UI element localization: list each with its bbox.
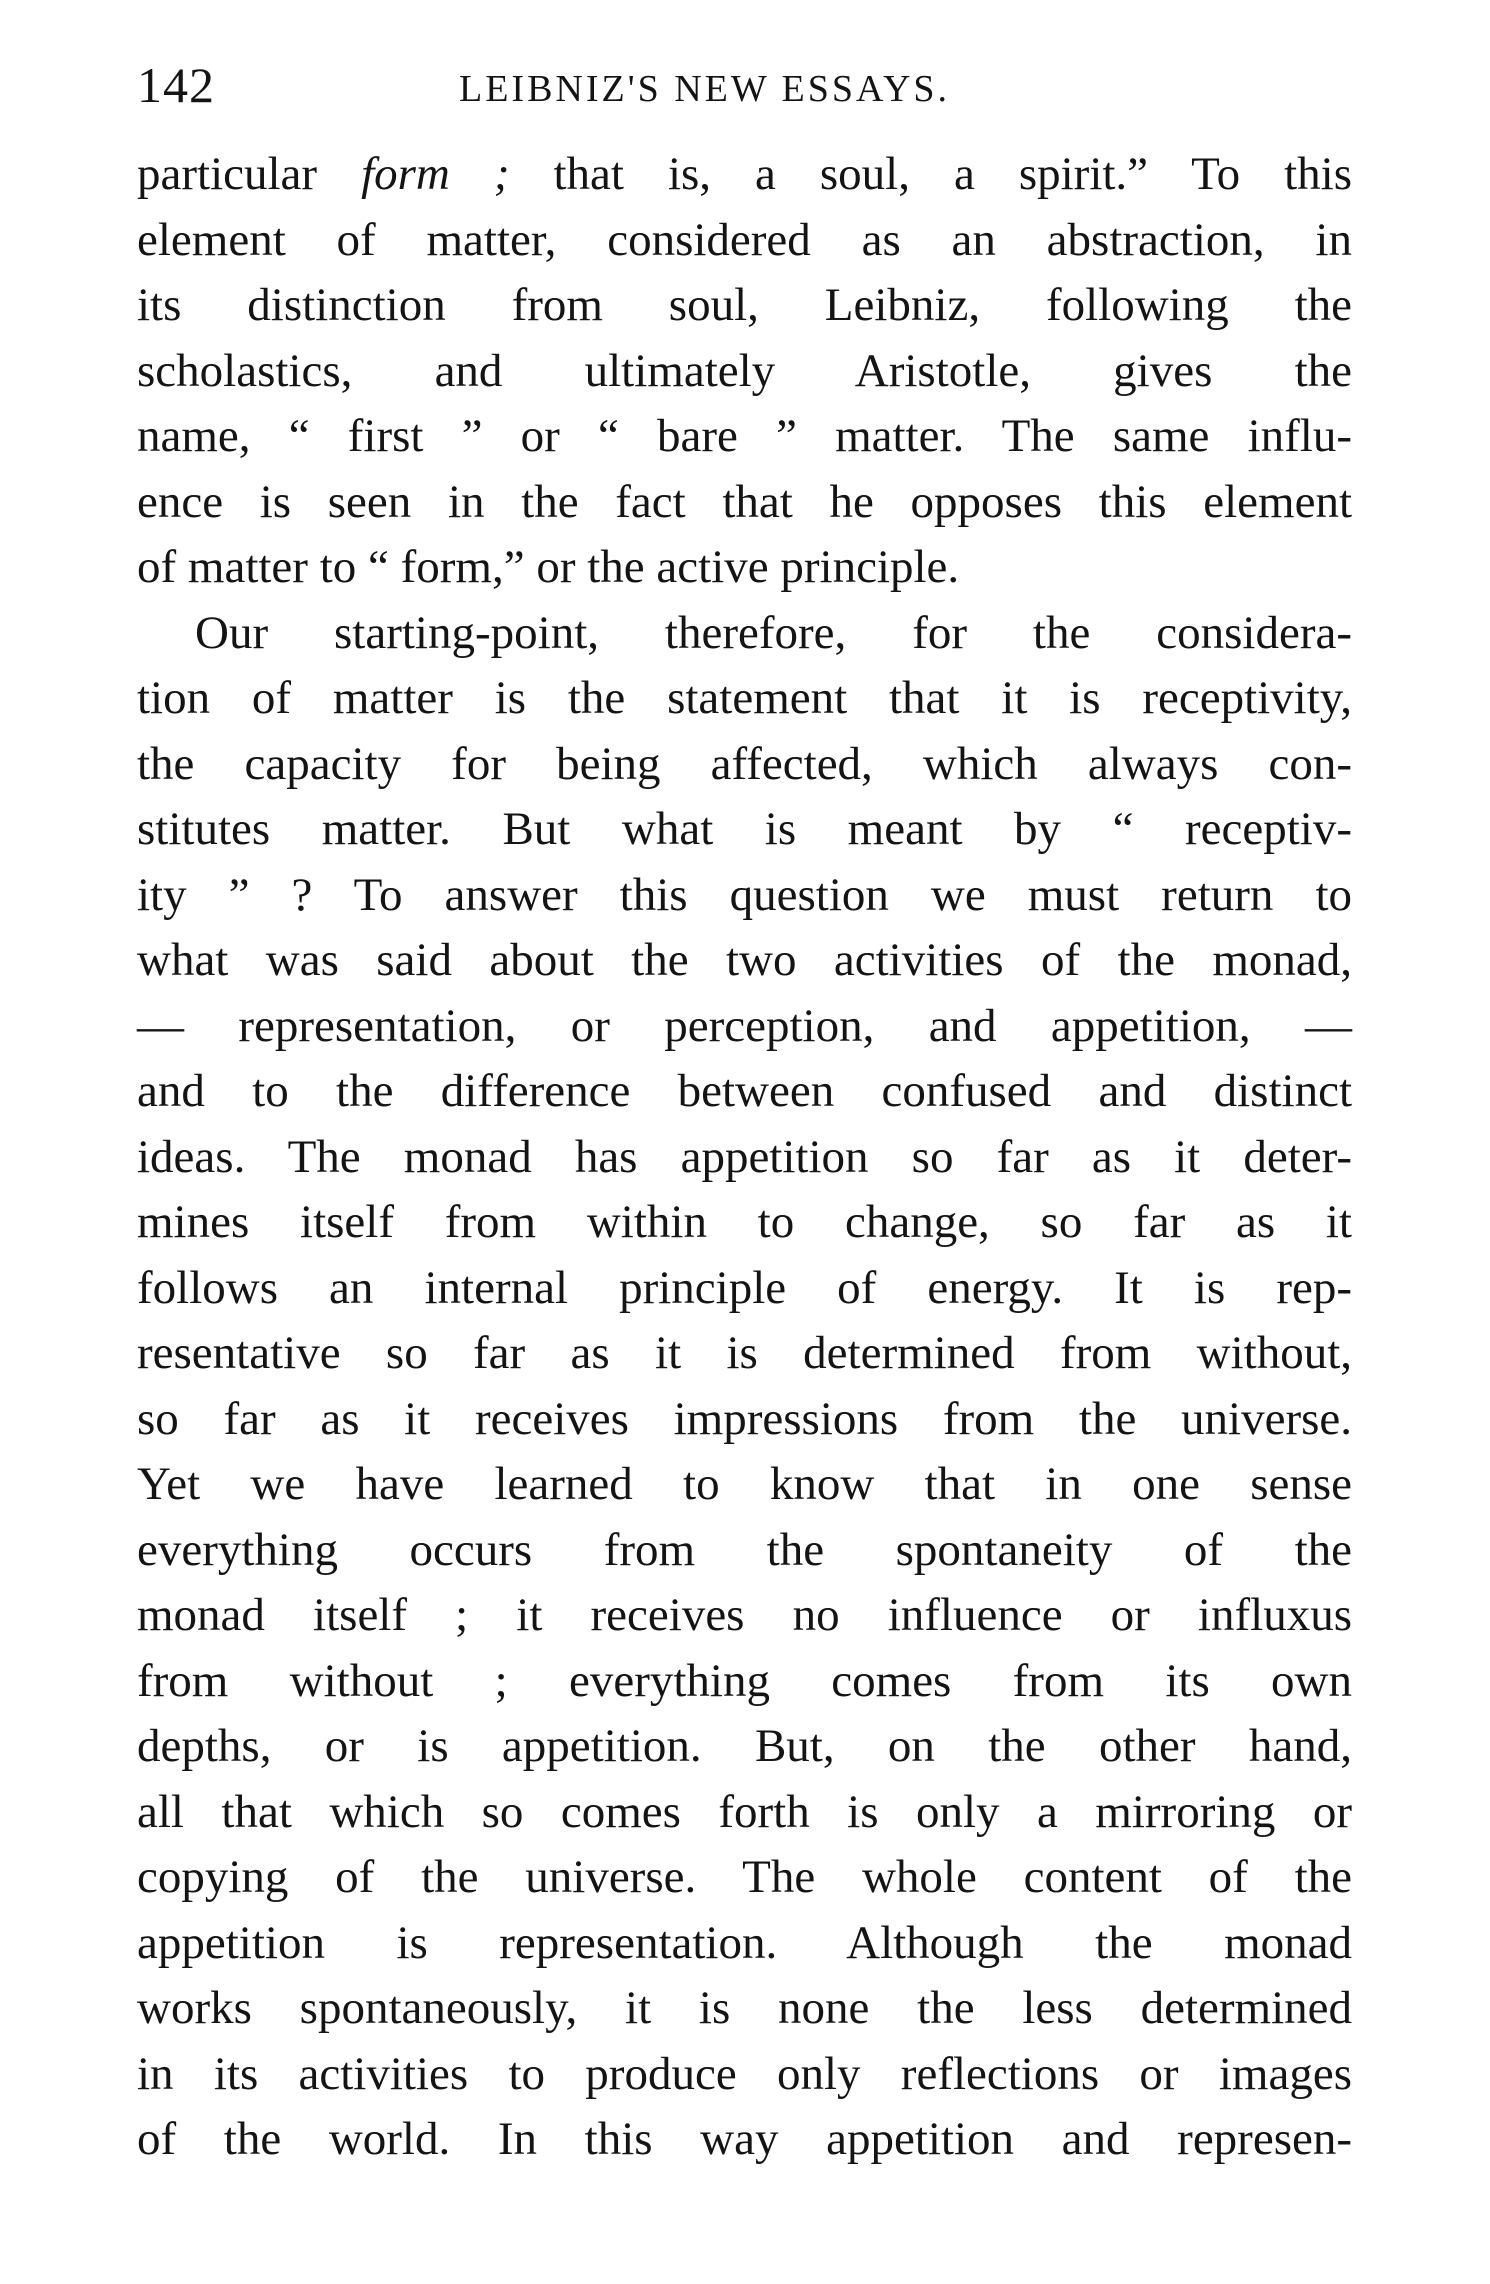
text-line: mines itself from within to change, so far as it (137, 1196, 1352, 1248)
text-line: ideas. The monad has appetition so far as it deter- (137, 1130, 1352, 1183)
text-line: the capacity for being affected, which always con- (137, 737, 1352, 790)
text-line: ity ” ? To answer this question we must return to (137, 868, 1352, 921)
text-line: name, “ first ” or “ bare ” matter. The same influ- (137, 410, 1352, 462)
text-line: Yet we have learned to know that in one sense (137, 1458, 1352, 1510)
text-line: its distinction from soul, Leibniz, following the (137, 279, 1352, 331)
text-line: and to the difference between confused and distinct (137, 1065, 1352, 1117)
text-line: what was said about the two activities of the monad, (137, 934, 1352, 986)
running-title: LEIBNIZ'S NEW ESSAYS. (459, 68, 951, 110)
text-line: stitutes matter. But what is meant by “ receptiv- (137, 803, 1352, 855)
text-line: scholastics, and ultimately Aristotle, gives the (137, 344, 1352, 397)
paragraph-first-line: Our starting-point, therefore, for the considera- (195, 606, 1352, 659)
book-page (137, 40, 1352, 2173)
text-line: appetition is representation. Although the monad (137, 1916, 1352, 1969)
text-line: so far as it receives impressions from the universe. (137, 1392, 1352, 1445)
text-line: ence is seen in the fact that he opposes this element (137, 475, 1352, 528)
page-number: 142 (137, 57, 215, 113)
text-line: everything occurs from the spontaneity of the (137, 1523, 1352, 1576)
paragraph-last-line: of matter to “ form,” or the active principle. (137, 541, 960, 593)
text-line: works spontaneously, it is none the less determined (137, 1982, 1352, 2034)
text-line: element of matter, considered as an abstraction, in (137, 213, 1352, 266)
text-line: tion of matter is the statement that it is receptivity, (137, 672, 1352, 724)
text-line: monad itself ; it receives no influence or influxus (137, 1589, 1352, 1641)
body-text (137, 142, 1352, 2173)
text-line: resentative so far as it is determined from without, (137, 1327, 1352, 1379)
text-line: of the world. In this way appetition and represen- (137, 2113, 1352, 2165)
text-line: copying of the universe. The whole content of the (137, 1851, 1352, 1903)
text-line: follows an internal principle of energy. It is rep- (137, 1261, 1352, 1314)
text-line: from without ; everything comes from its own (137, 1654, 1352, 1707)
text-line: — representation, or perception, and appetition, — (137, 999, 1352, 1052)
running-head (137, 40, 1352, 130)
italic-word: form ; (361, 148, 510, 200)
text-line: depths, or is appetition. But, on the other hand, (137, 1720, 1352, 1772)
text-line: particular form ; that is, a soul, a spirit.” To this (137, 148, 1353, 200)
text-line: in its activities to produce only reflections or images (137, 2047, 1352, 2100)
text-line: all that which so comes forth is only a mirroring or (137, 1785, 1352, 1838)
